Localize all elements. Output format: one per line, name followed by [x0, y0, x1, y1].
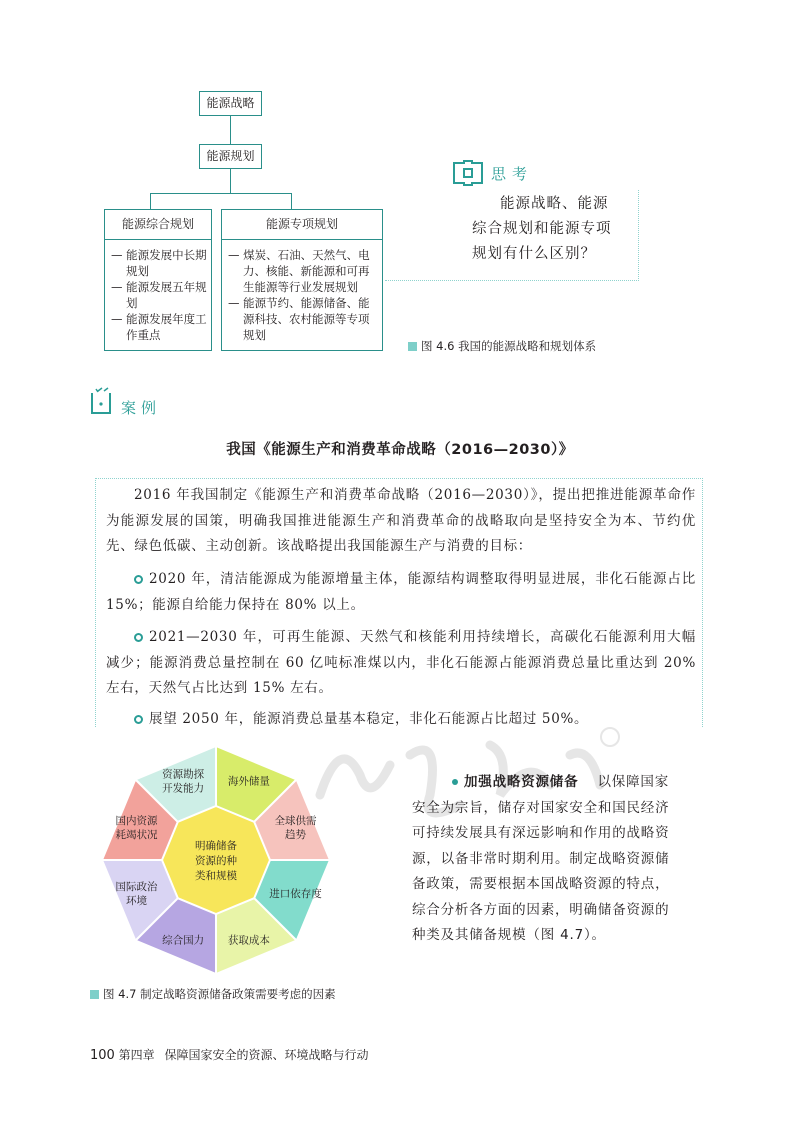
comprehensive-planning-title: 能源综合规划: [105, 210, 211, 240]
octagon-segment-label: 综合国力: [162, 934, 205, 947]
case-icon: [88, 387, 114, 417]
octagon-segment-label: 海外储量: [227, 775, 270, 788]
octagon-segment-label: 全球供需: [274, 815, 317, 828]
paragraph-line: 备政策，需要根据本国战略资源的特点，: [412, 876, 670, 892]
list-item: — 能源发展中长期规划: [111, 248, 207, 278]
octagon-segment-label: 国内资源: [115, 815, 158, 828]
energy-strategy-box: 能源战略: [199, 91, 262, 116]
think-title: 思考: [491, 165, 534, 183]
think-dotted-connector: [385, 280, 457, 281]
case-bullet-1: 2020 年，清洁能源成为能源增量主体，能源结构调整取得明显进展，非化石能源占比 15%；能源自给能力保持在 80% 以上。: [106, 571, 696, 613]
chapter-label: 第四章: [118, 1048, 155, 1062]
paragraph-line: 综合分析各方面的因素，明确储备资源的: [412, 901, 670, 918]
connector: [230, 169, 231, 193]
strategic-reserve-octagon: [98, 744, 334, 976]
octagon-center-label: 资源的种: [195, 855, 237, 867]
octagon-segment-label: 国际政治: [115, 880, 158, 893]
case-bullet-2: 2021—2030 年，可再生能源、天然气和核能利用持续增长，高碳化石能源利用大幅减少；能源消费总量控制在 60 亿吨标准煤以内，非化石能源占能源消费总量比重达到 20% 左右，天然气占比达到 15% 左右。: [106, 629, 696, 696]
list-item: — 能源发展五年规划: [111, 280, 207, 310]
paragraph-line: 安全为宗旨，储存对国家安全和国民经济: [412, 799, 670, 816]
octagon-segment-label: 资源勘探: [162, 768, 205, 781]
octagon-segment-label: 趋势: [284, 829, 306, 842]
octagon-segment-label: 开发能力: [162, 782, 205, 795]
caption-square-icon: [90, 990, 99, 999]
case-heading: 我国《能源生产和消费革命战略（2016—2030）》: [226, 442, 574, 458]
special-planning-list: [228, 247, 378, 343]
bold-lead: 加强战略资源储备: [464, 774, 579, 790]
octagon-segment-label: 获取成本: [227, 934, 270, 947]
case-title: 案例: [121, 399, 162, 417]
connector: [291, 193, 292, 209]
octagon-segment-label: 进口依存度: [269, 887, 322, 900]
paragraph-line: 可持续发展具有深远影响和作用的战略资: [412, 825, 670, 841]
think-question: 能源战略、能源 综合规划和能源专项 规划有什么区别？: [472, 196, 612, 262]
figure-4-7-caption: 图 4.7 制定战略资源储备政策需要考虑的因素: [90, 986, 336, 1002]
octagon-center-label: 类和规模: [195, 870, 237, 882]
connector: [150, 193, 151, 209]
list-item: — 能源发展年度工作重点: [111, 312, 207, 342]
strategic-reserve-paragraph: [412, 770, 722, 949]
case-intro-paragraph: 2016 年我国制定《能源生产和消费革命战略（2016—2030）》，提出把推进能源革命作为能源发展的国策，明确我国推进能源生产和消费革命的战略取向是坚持安全为本、节约优先、绿色低碳、主动创新。该战略提出我国能源生产与消费的目标：: [106, 487, 696, 554]
energy-planning-box: 能源规划: [199, 144, 262, 169]
page-number: 100: [90, 1048, 115, 1063]
circle-bullet-icon: [134, 715, 143, 724]
octagon-segment-label: 耗竭状况: [115, 829, 158, 842]
connector: [230, 116, 231, 144]
figure-4-6-caption: 图 4.6 我国的能源战略和规划体系: [408, 338, 596, 354]
circle-bullet-icon: [134, 575, 143, 584]
page-footer: [90, 1046, 369, 1063]
list-item: — 煤炭、石油、天然气、电力、核能、新能源和可再生能源等行业发展规划: [228, 248, 370, 294]
octagon-segment-label: 环境: [126, 894, 148, 907]
think-icon: [452, 159, 484, 187]
circle-bullet-icon: [134, 633, 143, 642]
paragraph-line: 源，以备非常时期利用。制定战略资源储: [412, 850, 670, 867]
paragraph-line: 种类及其储备规模（图 4.7）。: [412, 927, 606, 943]
comprehensive-planning-list: [111, 247, 207, 343]
case-bullet-3: 展望 2050 年，能源消费总量基本稳定，非化石能源占比超过 50%。: [106, 707, 696, 733]
octagon-center-label: 明确储备: [195, 840, 237, 852]
chapter-title: 保障国家安全的资源、环境战略与行动: [164, 1048, 369, 1062]
paragraph-line: 加强战略资源储备 以保障国家: [412, 770, 722, 796]
list-item: — 能源节约、能源储备、能源科技、农村能源等专项规划: [228, 296, 370, 342]
caption-square-icon: [408, 342, 417, 351]
bullet-dot-icon: [452, 779, 458, 785]
special-planning-title: 能源专项规划: [222, 210, 382, 240]
connector: [150, 193, 292, 194]
